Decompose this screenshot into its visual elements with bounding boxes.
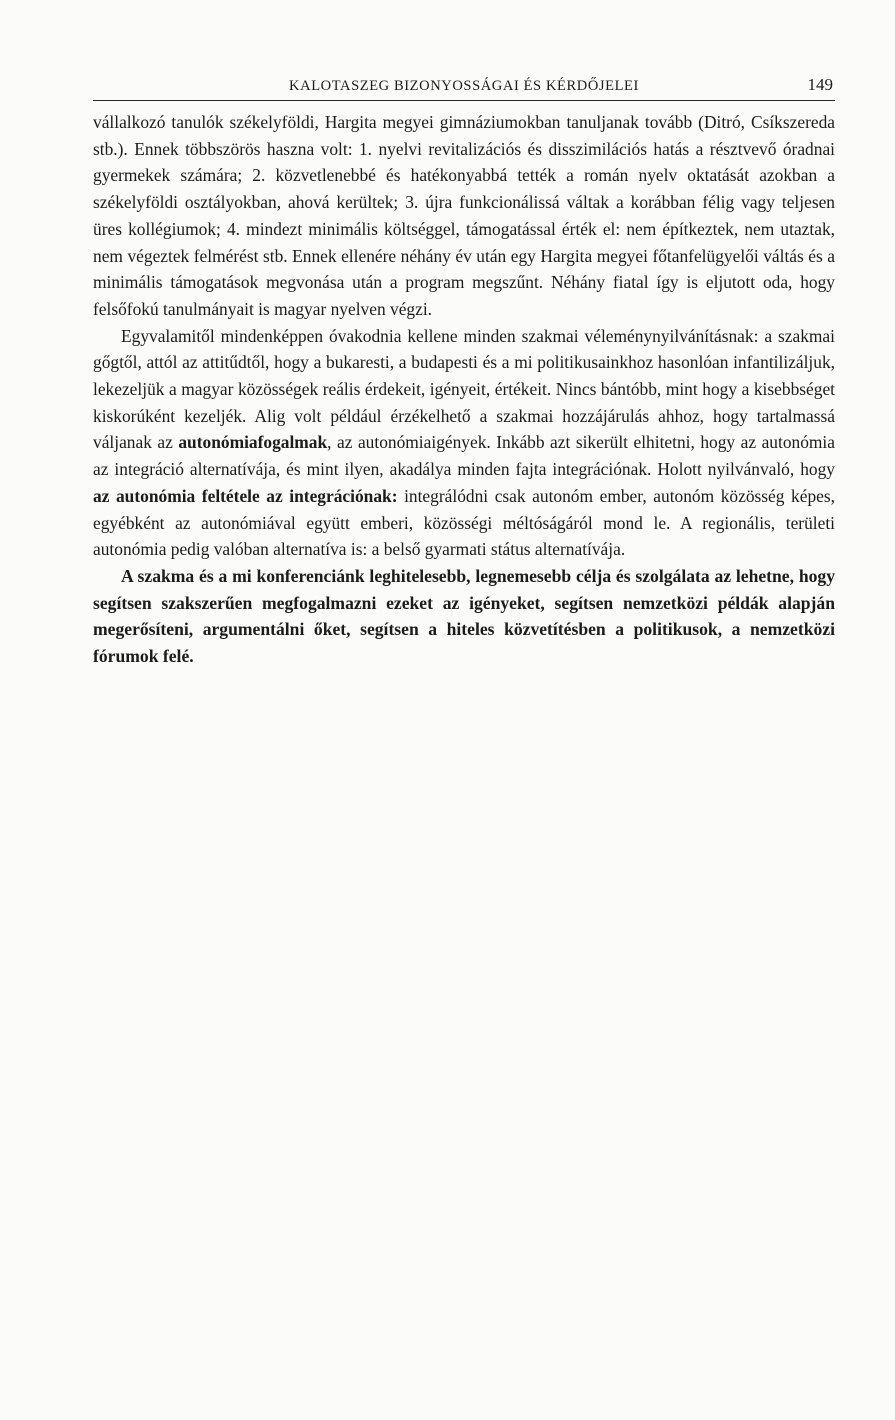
paragraph-text: , az autonómiaigények. Inkább azt sikerült elhitetni, hogy az autonómia az integráció alternatívája, és mint ilyen, akadálya minden fajta integrációnak. Holott nyilvánvaló, hogy [93,432,835,480]
body-text [93,109,835,670]
running-title: KALOTASZEG BIZONYOSSÁGAI ÉS KÉRDŐJELEI [289,78,639,94]
paragraph-text: integrálódni csak autonóm ember, autonóm közösség képes, egyébként az autonómiával együtt emberi, közösségi méltóságáról mond le. A regionális, területi autonómia pedig valóban alternatíva is: a belső gyarmati státus alternatívája. [93,485,835,560]
paragraph-continued: vállalkozó tanulók székelyföldi, Hargita megyei gimnáziumokban tanuljanak tovább (Ditró, Csíkszereda stb.). Ennek többszörös haszna volt: 1. nyelvi revitalizációs és disszimilációs hatás a résztvevő óradnai gyermekek számára; 2. közvetlenebbé és hatékonyabbá tették a román nyelv oktatását azokban a székelyföldi osztályokban, ahová kerültek; 3. újra funkcionálissá váltak a korábban félig vagy teljesen üres kollégiumok; 4. mindezt minimális költséggel, támogatással érték el: nem építkeztek, nem utaztak, nem végeztek felmérést stb. Ennek ellenére néhány év után egy Hargita megyei főtanfelügyelői váltás és a minimális támogatások megvonása után a program megszűnt. Néhány fiatal így is eljutott oda, hogy felsőfokú tanulmányait is magyar nyelven végzi. [93,112,835,319]
page-number: 149 [807,75,833,94]
bold-term-autonomy-concepts: autonómiafogalmak [178,432,328,453]
paragraph-conclusion-bold: A szakma és a mi konferenciánk leghitelesebb, legnemesebb célja és szolgálata az lehetne, hogy segítsen szakszerűen megfogalmazni ezeket az igényeket, segítsen nemzetközi példák alapján megerősíteni, argumentálni őket, segítsen a hiteles közvetítésben a politikusok, a nemzetközi fórumok felé. [93,565,835,667]
bold-phrase-autonomy-condition: az autonómia feltétele az integrációnak: [93,485,398,506]
paragraph-text: Egyvalamitől mindenképpen óvakodnia kellene minden szakmai véleménynyilvánításnak: a szakmai gőgtől, attól az attitűdtől, hogy a bukaresti, a budapesti és a mi politikusainkhoz hasonlóan infantilizáljuk, lekezeljük a magyar közösségek reális érdekeit, igényeit, értékeit. Nincs bántóbb, mint hogy a kisebbséget kiskorúként kezeljék. Alig volt például érzékelhető a szakmai hozzájárulás ahhoz, hogy tartalmassá váljanak az [93,325,835,453]
running-header [93,74,835,101]
book-page [93,74,835,670]
paragraph-autonomy [93,323,835,563]
